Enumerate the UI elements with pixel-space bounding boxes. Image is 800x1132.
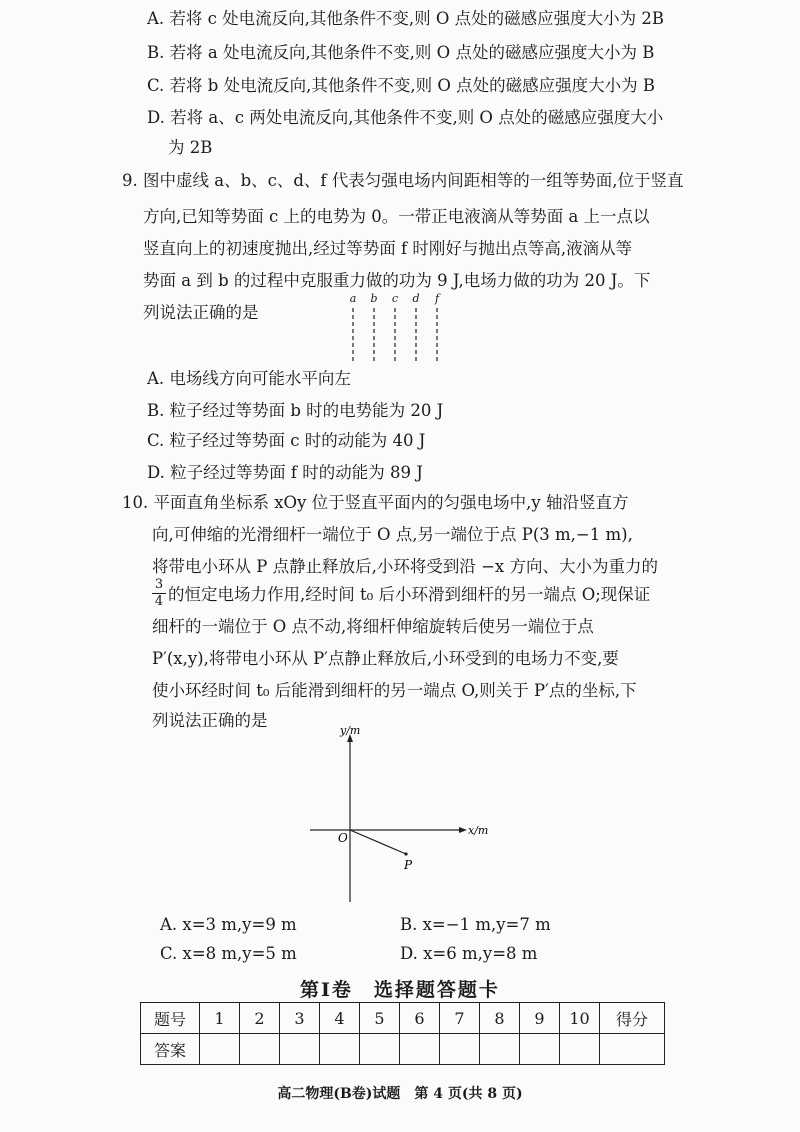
q10-stem-line-6: P′(x,y),将带电小环从 P′点静止释放后,小环受到的电场力不变,要 bbox=[152, 649, 619, 668]
q10-stem-line-7: 使小环经时间 t₀ 后能滑到细杆的另一端点 O,则关于 P′点的坐标,下 bbox=[152, 681, 637, 700]
question-number-9: 9 bbox=[520, 1003, 560, 1034]
surface-label-a: a bbox=[349, 292, 357, 305]
q10-stem-line-2: 向,可伸缩的光滑细杆一端位于 O 点,另一端位于点 P(3 m,−1 m), bbox=[152, 525, 633, 544]
rod-op bbox=[350, 830, 406, 854]
origin-label: O bbox=[338, 831, 348, 845]
fraction-denominator: 4 bbox=[154, 594, 164, 609]
q10-stem-line-4: 的恒定电场力作用,经时间 t₀ 后小环滑到细杆的另一端点 O;现保证 bbox=[168, 585, 651, 604]
q9-option-b: B. 粒子经过等势面 b 时的电势能为 20 J bbox=[147, 401, 444, 420]
answer-cell-9[interactable] bbox=[520, 1034, 560, 1065]
q8-option-b: B. 若将 a 处电流反向,其他条件不变,则 O 点处的磁感应强度大小为 B bbox=[147, 43, 655, 62]
q8-option-d-continued: 为 2B bbox=[168, 138, 213, 157]
answer-cell-7[interactable] bbox=[440, 1034, 480, 1065]
question-number-7: 7 bbox=[440, 1003, 480, 1034]
surface-label-d: d bbox=[412, 292, 420, 305]
answer-cell-5[interactable] bbox=[360, 1034, 400, 1065]
answer-cell-6[interactable] bbox=[400, 1034, 440, 1065]
q9-stem-line-3: 竖直向上的初速度抛出,经过等势面 f 时刚好与抛出点等高,液滴从等 bbox=[143, 239, 633, 258]
equipotential-figure bbox=[335, 292, 455, 372]
point-p-dot bbox=[404, 852, 407, 855]
surface-label-c: c bbox=[391, 292, 399, 305]
answer-cell-4[interactable] bbox=[320, 1034, 360, 1065]
question-number-5: 5 bbox=[360, 1003, 400, 1034]
answer-row-label: 答案 bbox=[141, 1034, 200, 1065]
fraction-numerator: 3 bbox=[154, 577, 164, 592]
surface-label-f: f bbox=[434, 292, 440, 305]
fraction-three-quarters bbox=[152, 578, 166, 609]
q10-option-c: C. x=8 m,y=5 m bbox=[160, 944, 297, 963]
x-axis-label: x/m bbox=[468, 824, 489, 837]
x-axis-arrow-icon bbox=[459, 827, 467, 833]
question-number-2: 2 bbox=[240, 1003, 280, 1034]
coordinate-figure bbox=[300, 720, 500, 910]
q10-option-d: D. x=6 m,y=8 m bbox=[400, 944, 538, 963]
surface-label-b: b bbox=[370, 292, 378, 305]
page-footer: 高二物理(B卷)试题 第 4 页(共 8 页) bbox=[277, 1086, 523, 1102]
q8-option-a: A. 若将 c 处电流反向,其他条件不变,则 O 点处的磁感应强度大小为 2B bbox=[147, 9, 665, 28]
q9-option-c: C. 粒子经过等势面 c 时的动能为 40 J bbox=[147, 431, 426, 450]
q9-stem-line-2: 方向,已知等势面 c 上的电势为 0。一带正电液滴从等势面 a 上一点以 bbox=[143, 207, 650, 226]
question-number-4: 4 bbox=[320, 1003, 360, 1034]
answer-card-title: 第Ⅰ卷 选择题答题卡 bbox=[300, 979, 500, 1001]
number-row-label: 题号 bbox=[141, 1003, 200, 1034]
q9-stem-line-1: 9. 图中虚线 a、b、c、d、f 代表匀强电场内间距相等的一组等势面,位于竖直 bbox=[122, 171, 684, 190]
answer-card-table bbox=[140, 1002, 665, 1065]
q8-option-d: D. 若将 a、c 两处电流反向,其他条件不变,则 O 点处的磁感应强度大小 bbox=[147, 108, 664, 127]
answer-cell-3[interactable] bbox=[280, 1034, 320, 1065]
answer-card-number-row bbox=[141, 1003, 665, 1034]
q9-option-a: A. 电场线方向可能水平向左 bbox=[147, 369, 351, 388]
point-p-label: P bbox=[404, 858, 413, 872]
score-cell[interactable] bbox=[600, 1034, 665, 1065]
question-number-6: 6 bbox=[400, 1003, 440, 1034]
y-axis-label: y/m bbox=[340, 724, 361, 737]
question-number-3: 3 bbox=[280, 1003, 320, 1034]
score-label: 得分 bbox=[600, 1003, 665, 1034]
question-number-1: 1 bbox=[200, 1003, 240, 1034]
q8-option-c: C. 若将 b 处电流反向,其他条件不变,则 O 点处的磁感应强度大小为 B bbox=[147, 76, 655, 95]
q10-stem-line-1: 10. 平面直角坐标系 xOy 位于竖直平面内的匀强电场中,y 轴沿竖直方 bbox=[122, 493, 629, 512]
answer-cell-2[interactable] bbox=[240, 1034, 280, 1065]
q10-stem-line-8: 列说法正确的是 bbox=[152, 711, 268, 730]
q9-stem-line-4: 势面 a 到 b 的过程中克服重力做的功为 9 J,电场力做的功为 20 J。下 bbox=[143, 271, 651, 290]
question-number-8: 8 bbox=[480, 1003, 520, 1034]
q9-stem-line-5: 列说法正确的是 bbox=[143, 303, 259, 322]
answer-cell-1[interactable] bbox=[200, 1034, 240, 1065]
q9-option-d: D. 粒子经过等势面 f 时的动能为 89 J bbox=[147, 463, 423, 482]
answer-cell-8[interactable] bbox=[480, 1034, 520, 1065]
q10-option-a: A. x=3 m,y=9 m bbox=[160, 915, 297, 934]
q10-option-b: B. x=−1 m,y=7 m bbox=[400, 915, 551, 934]
answer-cell-10[interactable] bbox=[560, 1034, 600, 1065]
answer-card-answer-row bbox=[141, 1034, 665, 1065]
question-number-10: 10 bbox=[560, 1003, 600, 1034]
q10-stem-line-5: 细杆的一端位于 O 点不动,将细杆伸缩旋转后使另一端位于点 bbox=[152, 617, 594, 636]
q10-stem-line-3: 将带电小环从 P 点静止释放后,小环将受到沿 −x 方向、大小为重力的 bbox=[152, 557, 658, 576]
